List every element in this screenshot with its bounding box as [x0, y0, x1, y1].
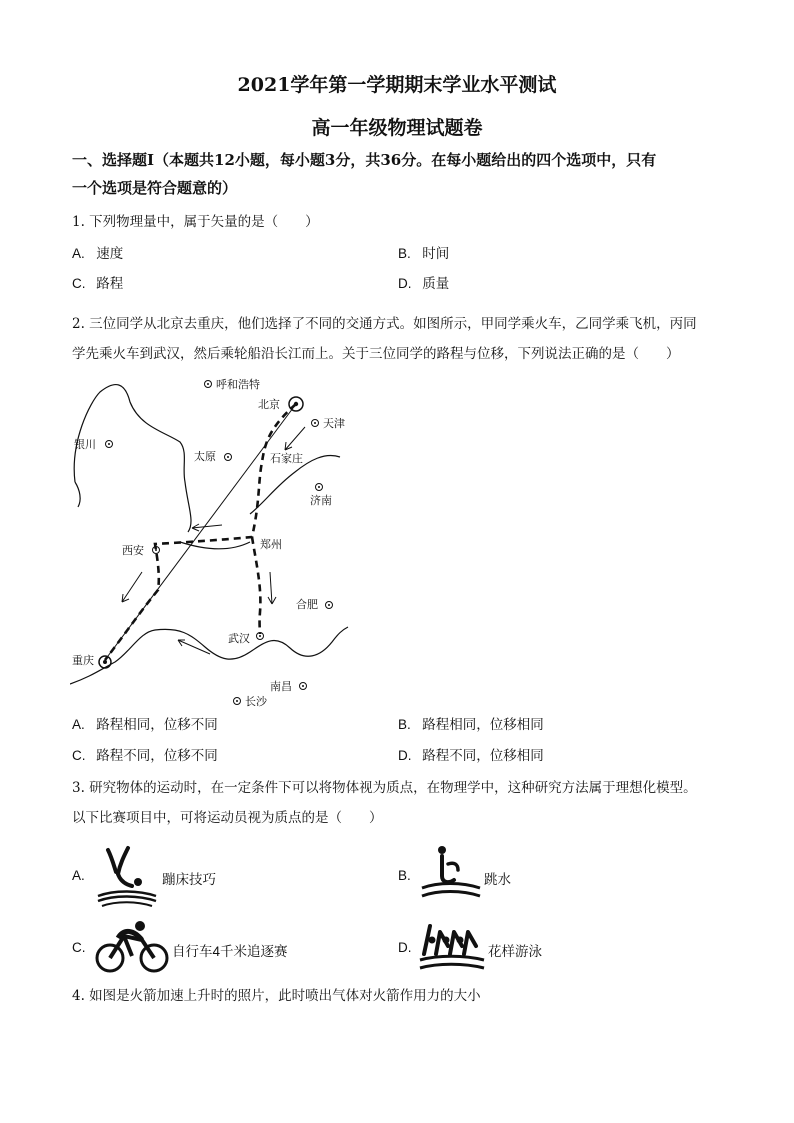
section-heading-line2: 一个选项是符合题意的） — [72, 179, 238, 197]
city-label-huhehaote: 呼和浩特 — [216, 378, 260, 391]
arrow-icon — [122, 572, 142, 602]
q2-option-c — [72, 746, 218, 766]
arrow-icon — [192, 524, 222, 531]
city-marker-yinchuan — [106, 441, 113, 448]
diving-icon — [418, 842, 482, 906]
q1-option-a — [72, 244, 123, 264]
route-map — [70, 372, 350, 712]
boundary-line — [74, 385, 191, 532]
q4-stem: 4. 如图是火箭加速上升时的照片，此时喷出气体对火箭作用力的大小 — [72, 988, 481, 1004]
option-label: A. — [72, 246, 85, 261]
boundary-line — [75, 482, 80, 507]
q2-option-a — [72, 715, 218, 735]
option-label: B. — [398, 246, 411, 261]
q3-option-c-text: 自行车4千米追逐赛 — [172, 944, 288, 959]
city-marker-taiyuan — [225, 454, 232, 461]
city-label-jinan: 济南 — [310, 494, 332, 507]
exam-subtitle: 高一年级物理试题卷 — [311, 117, 483, 139]
option-label: C. — [72, 748, 86, 763]
yangtze-river — [70, 627, 348, 684]
option-text: 路程相同，位移相同 — [422, 717, 544, 733]
option-text: 质量 — [422, 276, 450, 292]
option-label: D. — [398, 748, 412, 763]
synchronized-swimming-icon — [418, 918, 486, 976]
option-text: 时间 — [422, 246, 450, 262]
city-marker-nanchang — [300, 683, 307, 690]
cycling-icon — [94, 918, 170, 976]
city-label-taiyuan: 太原 — [194, 450, 216, 463]
city-marker-hefei — [326, 602, 333, 609]
q3-option-b-label: B. — [398, 868, 411, 883]
city-label-wuhan: 武汉 — [228, 632, 250, 645]
q3-option-c-label: C. — [72, 940, 86, 955]
city-marker-chongqing — [99, 656, 111, 668]
option-label: B. — [398, 717, 411, 732]
city-label-xian: 西安 — [122, 544, 144, 557]
city-marker-changsha — [234, 698, 241, 705]
option-label: D. — [398, 276, 412, 291]
city-marker-huhehaote — [205, 381, 212, 388]
city-label-nanchang: 南昌 — [270, 680, 292, 693]
q1-stem: 1. 下列物理量中，属于矢量的是（ ） — [72, 214, 319, 230]
q3-stem-line2: 以下比赛项目中，可将运动员视为质点的是（ ） — [72, 810, 383, 826]
q2-stem-line2: 学先乘火车到武汉，然后乘轮船沿长江而上。关于三位同学的路程与位移，下列说法正确的是（ ） — [72, 346, 680, 362]
q2-option-b — [398, 715, 544, 735]
option-text: 路程 — [96, 276, 124, 292]
city-label-tianjin: 天津 — [323, 417, 345, 430]
arrow-icon — [268, 572, 276, 604]
city-label-zhengzhou: 郑州 — [260, 538, 282, 551]
option-text: 路程相同，位移不同 — [96, 717, 218, 733]
city-marker-jinan — [316, 484, 323, 491]
q1-option-d — [398, 274, 449, 294]
city-label-changsha: 长沙 — [245, 695, 267, 708]
q2-option-d — [398, 746, 544, 766]
trampoline-icon — [94, 844, 158, 908]
section-heading-line1: 一、选择题Ⅰ（本题共12小题，每小题3分，共36分。在每小题给出的四个选项中，只有 — [72, 151, 657, 169]
option-text: 路程不同，位移相同 — [422, 748, 544, 764]
city-label-yinchuan: 银川 — [74, 438, 96, 451]
q1-option-c — [72, 274, 123, 294]
option-text: 速度 — [96, 246, 124, 262]
q3-stem-line1: 3. 研究物体的运动时，在一定条件下可以将物体视为质点，在物理学中，这种研究方法属于理想化模型。 — [72, 780, 697, 796]
city-marker-tianjin — [312, 420, 319, 427]
city-label-hefei: 合肥 — [296, 598, 318, 611]
q3-option-d-label: D. — [398, 940, 412, 955]
option-text: 路程不同，位移不同 — [96, 748, 218, 764]
city-label-shijiazhuang: 石家庄 — [270, 452, 303, 465]
option-label: C. — [72, 276, 86, 291]
city-label-chongqing: 重庆 — [72, 654, 94, 667]
exam-title: 2021学年第一学期期末学业水平测试 — [237, 74, 557, 96]
city-marker-beijing — [289, 397, 303, 411]
q3-option-d-text: 花样游泳 — [488, 944, 542, 959]
q1-option-b — [398, 244, 449, 264]
q3-option-a-label: A. — [72, 868, 85, 883]
q3-option-b-text: 跳水 — [484, 872, 511, 887]
q3-option-a-text: 蹦床技巧 — [162, 872, 216, 887]
q2-stem-line1: 2. 三位同学从北京去重庆，他们选择了不同的交通方式。如图所示，甲同学乘火车，乙同学乘飞机，丙同 — [72, 316, 697, 332]
train-to-wuhan-route — [252, 537, 260, 634]
arrow-icon — [285, 427, 305, 450]
city-label-beijing: 北京 — [258, 398, 280, 411]
option-label: A. — [72, 717, 85, 732]
